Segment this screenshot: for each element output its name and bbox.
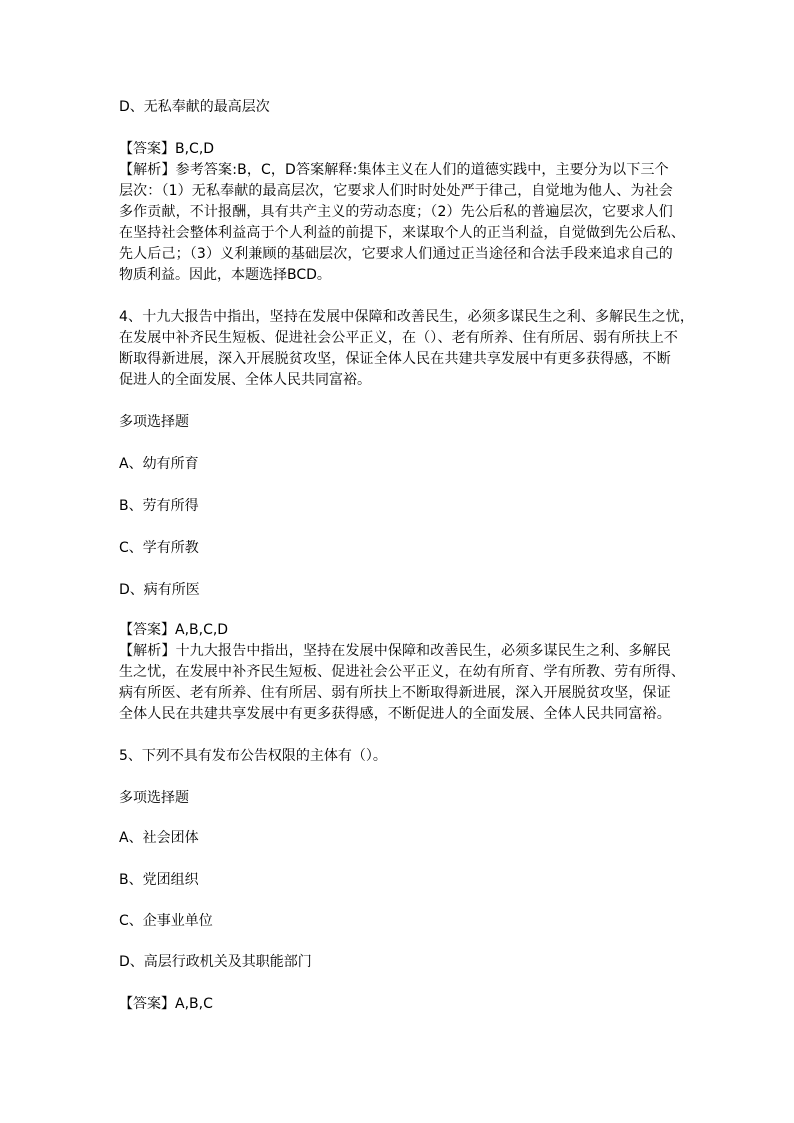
q5-question-type: 多项选择题 — [119, 790, 189, 806]
q5-question: 5、下列不具有发布公告权限的主体有（）。 — [119, 748, 387, 764]
q4-analysis-line-3: 病有所医、老有所养、住有所居、弱有所扶上不断取得新进展，深入开展脱贫攻坚，保证 — [119, 685, 671, 701]
q5-option-c: C、企事业单位 — [119, 913, 213, 929]
q4-analysis-line-1: 【解析】十九大报告中指出，坚持在发展中保障和改善民生，必须多谋民生之利、多解民 — [119, 643, 671, 659]
q4-question-line-4: 促进人的全面发展、全体人民共同富裕。 — [119, 372, 371, 388]
q5-answer: 【答案】A,B,C — [119, 996, 213, 1012]
q4-option-c: C、学有所教 — [119, 540, 199, 556]
q4-analysis-line-2: 生之忧，在发展中补齐民生短板、促进社会公平正义，在幼有所育、学有所教、劳有所得、 — [119, 664, 685, 680]
q4-analysis-line-4: 全体人民在共建共享发展中有更多获得感，不断促进人的全面发展、全体人民共同富裕。 — [119, 706, 671, 722]
q3-option-d: D、无私奉献的最高层次 — [119, 99, 270, 115]
q3-analysis-line-3: 多作贡献，不计报酬，具有共产主义的劳动态度；（2）先公后私的普遍层次，它要求人们 — [119, 204, 673, 220]
q4-answer: 【答案】A,B,C,D — [119, 622, 229, 638]
q4-option-b: B、劳有所得 — [119, 498, 199, 514]
q5-option-d: D、高层行政机关及其职能部门 — [119, 954, 312, 970]
q4-question-line-3: 断取得新进展，深入开展脱贫攻坚，保证全体人民在共建共享发展中有更多获得感，不断 — [119, 351, 671, 367]
q5-option-b: B、党团组织 — [119, 872, 199, 888]
q4-option-a: A、幼有所育 — [119, 456, 199, 472]
q4-question-type: 多项选择题 — [119, 414, 189, 430]
q4-option-d: D、病有所医 — [119, 582, 200, 598]
q3-analysis-line-4: 在坚持社会整体利益高于个人利益的前提下，来谋取个人的正当利益，自觉做到先公后私、 — [119, 225, 685, 241]
q3-analysis-line-2: 层次：（1）无私奉献的最高层次，它要求人们时时处处严于律己，自觉地为他人、为社会 — [119, 183, 673, 199]
q3-analysis-line-1: 【解析】参考答案:B，C，D答案解释:集体主义在人们的道德实践中，主要分为以下三个 — [119, 162, 669, 178]
q4-question-line-1: 4、十九大报告中指出，坚持在发展中保障和改善民生，必须多谋民生之利、多解民生之忧， — [119, 309, 695, 325]
q3-answer: 【答案】B,C,D — [119, 141, 215, 157]
q5-option-a: A、社会团体 — [119, 830, 199, 846]
q4-question-line-2: 在发展中补齐民生短板、促进社会公平正义，在（）、老有所养、住有所居、弱有所扶上不 — [119, 330, 678, 346]
q3-analysis-line-5: 先人后己；（3）义利兼顾的基础层次，它要求人们通过正当途径和合法手段来追求自己的 — [119, 246, 673, 262]
q3-analysis-line-6: 物质利益。因此，本题选择BCD。 — [119, 267, 331, 283]
